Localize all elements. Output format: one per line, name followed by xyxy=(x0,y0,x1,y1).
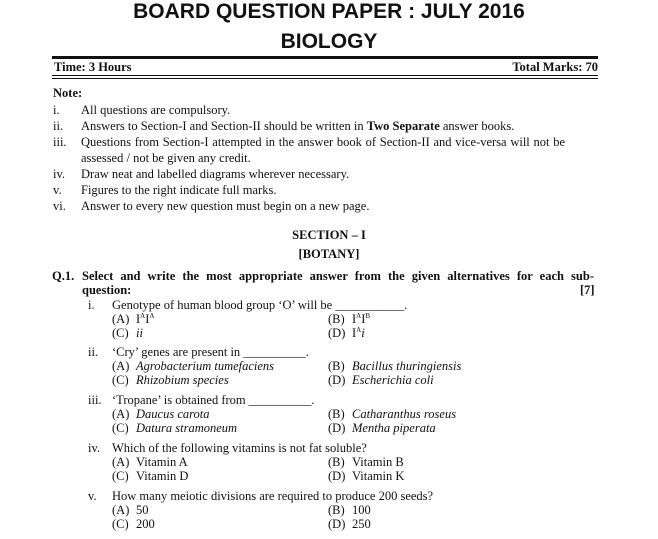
option-value: 200 xyxy=(136,516,155,531)
option-label: (C) xyxy=(112,468,129,483)
option-label: (B) xyxy=(328,359,345,373)
option-text xyxy=(136,517,155,532)
superscript: A xyxy=(140,312,146,320)
option-part: I xyxy=(145,312,150,326)
option-label: (A) xyxy=(112,312,130,326)
option-value: Vitamin B xyxy=(352,455,404,469)
superscript: B xyxy=(365,312,371,320)
note-text: Answer to every new question must begin on a new page. xyxy=(81,199,370,213)
option-label: (D) xyxy=(328,372,346,387)
note-text: Draw neat and labelled diagrams wherever necessary. xyxy=(81,167,350,181)
option-value: Vitamin K xyxy=(352,468,405,483)
option-label: (A) xyxy=(112,503,130,517)
marks-label: Total Marks: 70 xyxy=(512,60,598,74)
option-value: Mentha piperata xyxy=(352,420,436,435)
note-text-pre: Answers to Section-I and Section-II should be written in xyxy=(81,119,367,133)
option-text xyxy=(352,326,365,341)
paper-title: BOARD QUESTION PAPER : JULY 2016 xyxy=(133,0,525,23)
option-label: (C) xyxy=(112,325,129,340)
option-text xyxy=(136,469,188,484)
note-number: v. xyxy=(53,183,62,197)
option-text xyxy=(136,326,143,341)
option-value: 100 xyxy=(352,503,371,517)
question-number: Q.1. xyxy=(52,269,75,283)
note-text: All questions are compulsory. xyxy=(81,103,231,117)
note-text-bold: Two Separate xyxy=(366,119,440,133)
note-number: ii. xyxy=(53,119,64,133)
superscript: A xyxy=(356,325,362,334)
sub-question-text: Genotype of human blood group ‘O’ will be ___________. xyxy=(112,298,408,312)
superscript: A xyxy=(356,312,362,320)
note-number: i. xyxy=(53,103,60,117)
option-label: (D) xyxy=(328,468,346,483)
option-label: (A) xyxy=(112,407,130,421)
option-value: 50 xyxy=(136,503,149,517)
option-label: (C) xyxy=(112,372,129,387)
time-label: Time: 3 Hours xyxy=(54,60,132,74)
divider xyxy=(52,75,598,76)
note-text-post: answer books. xyxy=(439,119,515,133)
option-label: (D) xyxy=(328,420,346,435)
option-label: (B) xyxy=(328,455,345,469)
option-part: I xyxy=(136,312,141,326)
divider xyxy=(52,56,598,59)
option-part: ii xyxy=(136,325,143,340)
option-label: (B) xyxy=(328,312,345,326)
option-label: (B) xyxy=(328,503,345,517)
option-part: I xyxy=(352,325,357,340)
option-value: Daucus carota xyxy=(136,407,210,421)
sub-question-text: Which of the following vitamins is not fat soluble? xyxy=(112,441,367,455)
note-text: Figures to the right indicate full marks. xyxy=(81,183,277,197)
option-value: Vitamin A xyxy=(136,455,188,469)
option-text xyxy=(352,469,404,484)
sub-question-text: ‘Cry’ genes are present in __________. xyxy=(112,345,309,359)
sub-question-number: v. xyxy=(88,489,97,503)
sub-question-number: ii. xyxy=(88,345,99,359)
option-label: (C) xyxy=(112,516,129,531)
option-value: Catharanthus roseus xyxy=(352,407,457,421)
question-text-2: question: xyxy=(82,283,132,297)
option-value: Datura stramoneum xyxy=(136,420,238,435)
note-text: Questions from Section-I attempted in the answer book of Section-II and vice-versa will not be xyxy=(81,135,565,149)
option-label: (C) xyxy=(112,420,129,435)
option-text xyxy=(352,517,371,532)
option-label: (B) xyxy=(328,407,345,421)
note-text xyxy=(81,119,514,134)
option-value: Vitamin D xyxy=(136,468,189,483)
section-subtitle: [BOTANY] xyxy=(298,247,360,261)
option-value: Rhizobium species xyxy=(136,372,229,387)
note-number: vi. xyxy=(53,199,66,213)
question-marks: [7] xyxy=(580,283,595,297)
option-part: I xyxy=(352,312,357,326)
sub-question-text: ‘Tropane’ is obtained from __________. xyxy=(112,393,315,407)
option-value: Agrobacterium tumefaciens xyxy=(136,359,275,373)
note-text-2: assessed / not be given any credit. xyxy=(81,151,251,165)
superscript: A xyxy=(149,312,155,320)
option-value: Bacillus thuringiensis xyxy=(352,359,462,373)
question-text: Select and write the most appropriate answer from the given alternatives for each sub- xyxy=(82,269,594,283)
section-title: SECTION – I xyxy=(292,228,366,242)
option-part: I xyxy=(361,312,366,326)
option-text xyxy=(136,421,237,436)
sub-question-number: i. xyxy=(88,298,95,312)
option-text xyxy=(352,421,436,436)
note-number: iii. xyxy=(53,135,67,149)
option-label: (D) xyxy=(328,516,346,531)
option-text xyxy=(352,373,434,388)
option-label: (A) xyxy=(112,359,130,373)
option-label: (A) xyxy=(112,455,130,469)
option-value: Escherichia coli xyxy=(352,372,434,387)
sub-question-number: iv. xyxy=(88,441,101,455)
option-text xyxy=(136,373,229,388)
note-number: iv. xyxy=(53,167,66,181)
sub-question-text: How many meiotic divisions are required to produce 200 seeds? xyxy=(112,489,434,503)
option-value: 250 xyxy=(352,516,371,531)
option-label: (D) xyxy=(328,325,346,340)
note-label: Note: xyxy=(53,86,83,100)
option-part: i xyxy=(361,325,365,340)
divider xyxy=(52,78,598,79)
sub-question-number: iii. xyxy=(88,393,102,407)
subject-title: BIOLOGY xyxy=(280,30,378,53)
